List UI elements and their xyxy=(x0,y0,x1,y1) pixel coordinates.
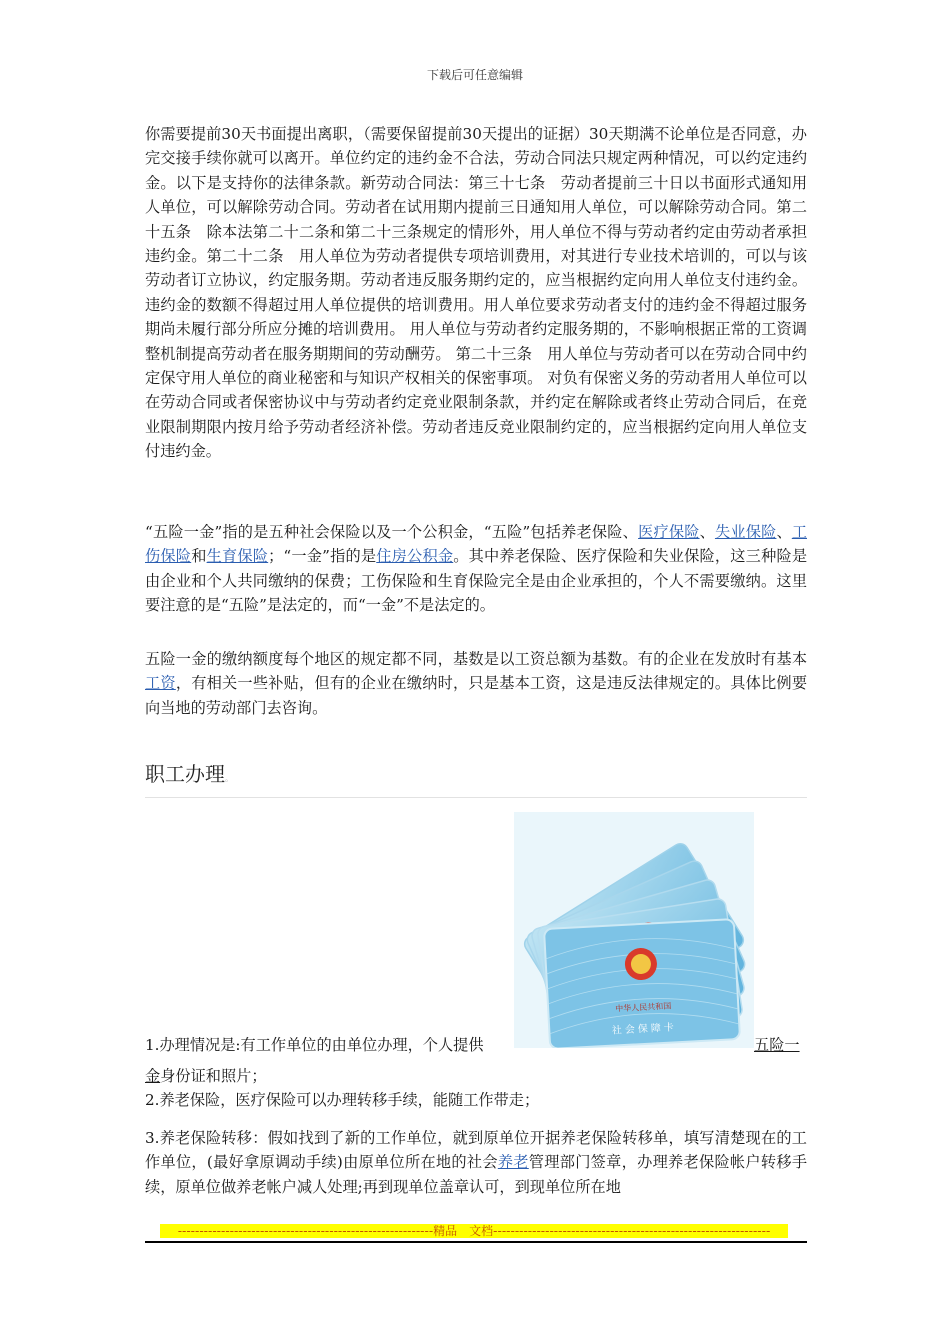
list-item-1: 1.办理情况是:有工作单位的由单位办理，个人提供 xyxy=(145,1036,484,1054)
list-item-1-cont xyxy=(145,1064,267,1088)
text-segment: 和 xyxy=(191,547,207,566)
link-housing-fund[interactable]: 住房公积金 xyxy=(376,547,454,566)
text-segment: 管理部门签章，办理养老保险帐户转移手续，原单位做养老帐户减人处理;再到现单位盖章认可，到现单位所在地 xyxy=(145,1153,808,1196)
text-segment: 五险一金的缴纳额度每个地区的规定都不同，基数是以工资总额为基数。有的企业在发放时有基本 xyxy=(145,650,807,668)
text-segment: 、 xyxy=(699,523,715,541)
link-unemployment-insurance[interactable]: 失业保险 xyxy=(714,523,777,541)
section-title: 职工办理 xyxy=(145,762,225,786)
link-five-insurances-b[interactable]: 金 xyxy=(145,1067,161,1085)
section-title-suffix: 。 xyxy=(225,774,233,783)
section-divider xyxy=(145,797,807,798)
text-segment: ；“一金”指的是 xyxy=(268,547,377,566)
link-salary[interactable]: 工资 xyxy=(145,674,176,693)
text-segment: 3.养老保险转移：假如找到了新的工作单位，就到原单位开据养老保险转移单，填写清楚现在的工作单位，(最好拿原调动手续)由原单位所在地的社会 xyxy=(145,1129,807,1172)
list-item-1-link-wrap xyxy=(754,1033,800,1057)
list-item-3 xyxy=(145,1126,807,1199)
link-pension[interactable]: 养老 xyxy=(497,1153,529,1172)
paragraph-payment-base xyxy=(145,647,807,720)
text-segment: 、 xyxy=(776,523,792,541)
page-header: 下载后可任意编辑 xyxy=(426,68,523,82)
link-five-insurances-a[interactable]: 五险一 xyxy=(754,1036,800,1054)
link-maternity-insurance[interactable]: 生育保险 xyxy=(206,547,269,566)
text-segment: “五险一金”指的是五种社会保险以及一个公积金，“五险”包括养老保险、 xyxy=(145,523,639,541)
text-segment: 。其中养老保险、医疗保险和失业保险，这三种险是由企业和个人共同缴纳的保费；工伤保险和生育保险完全是由企业承担的，个人不需要缴纳。这里要注意的是“五险”是法定的，而“一金”不是法定的。 xyxy=(145,547,808,615)
text-segment: 身份证和照片； xyxy=(160,1067,267,1085)
link-injury-insurance[interactable]: 工伤保险 xyxy=(145,523,807,566)
card-illustration xyxy=(514,812,754,1048)
section-heading xyxy=(145,758,233,787)
link-medical-insurance[interactable]: 医疗保险 xyxy=(638,523,700,541)
text-segment: ，有相关一些补贴，但有的企业在缴纳时，只是基本工资，这是违反法律规定的。具体比例要向当地的劳动部门去咨询。 xyxy=(145,674,808,717)
card-title-text: 社会保障卡 xyxy=(611,1022,678,1037)
paragraph-labor-law: 你需要提前30天书面提出离职，（需要保留提前30天提出的证据）30天期满不论单位是否同意，办完交接手续你就可以离开。单位约定的违约金不合法，劳动合同法只规定两种情况，可以约定违约金。以下是支持你的法律条款。新劳动合同法：第三十七条 劳动者提前三十日以书面形式通知用人单位，可以解除劳动合同。劳动者在试用期内提前三日通知用人单位，可以解除劳动合同。第二十五条 除本法第二十二条和第二十三条规定的情形外，用人单位不得与劳动者约定由劳动者承担违约金。第二十二条 用人单位为劳动者提供专项培训费用，对其进行专业技术培训的，可以与该劳动者订立协议，约定服务期。劳动者违反服务期约定的，应当根据约定向用人单位支付违约金。违约金的数额不得超过用人单位提供的培训费用。用人单位要求劳动者支付的违约金不得超过服务期尚未履行部分所应分摊的培训费用。 用人单位与劳动者约定服务期的，不影响根据正常的工资调整机制提高劳动者在服务期期间的劳动酬劳。 第二十三条 用人单位与劳动者可以在劳动合同中约定保守用人单位的商业秘密和与知识产权相关的保密事项。 对负有保密义务的劳动者用人单位可以在劳动合同或者保密协议中与劳动者约定竞业限制条款，并约定在解除或者终止劳动合同后，在竞业限制期限内按月给予劳动者经济补偿。劳动者违反竞业限制约定的，应当根据约定向用人单位支付违约金。 xyxy=(145,125,807,461)
paragraph-five-insurances xyxy=(145,520,807,618)
card-country-text: 中华人民共和国 xyxy=(615,1001,672,1014)
social-security-card-image xyxy=(514,812,754,1048)
footer-banner: -----------------------------------------------------------精品 文档---------------------------------------------------------------- xyxy=(160,1224,788,1238)
list-item-2: 2.养老保险，医疗保险可以办理转移手续，能随工作带走； xyxy=(145,1091,540,1109)
footer-divider xyxy=(145,1241,807,1243)
